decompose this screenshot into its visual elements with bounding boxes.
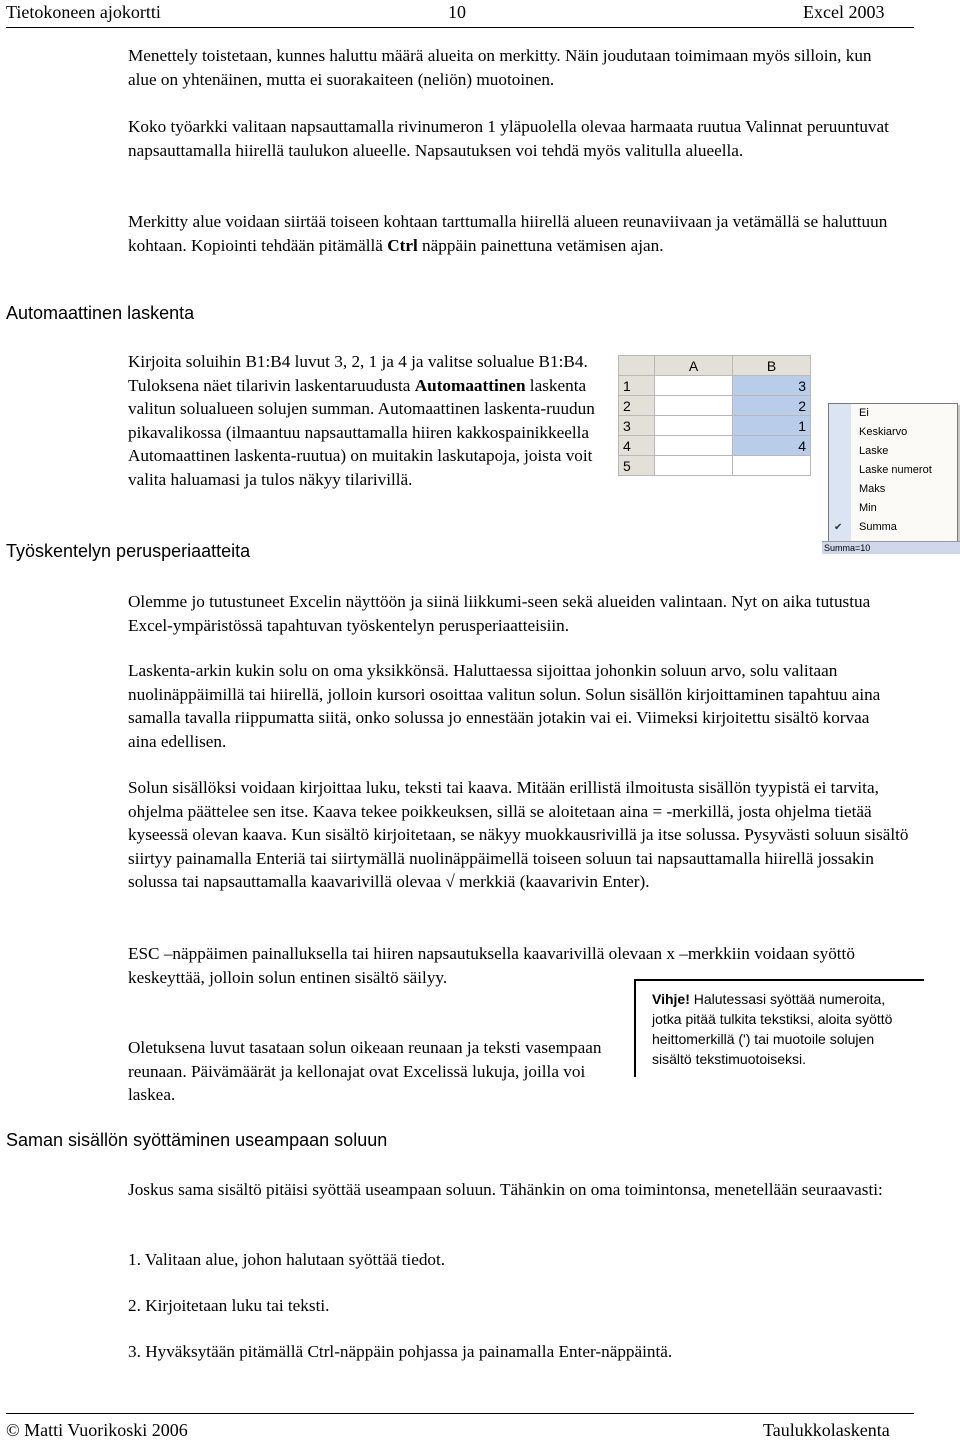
- menu-item-min[interactable]: Min: [859, 502, 877, 514]
- row-header[interactable]: 2: [619, 396, 655, 416]
- row-header[interactable]: 1: [619, 376, 655, 396]
- paragraph-4: Kirjoita soluihin B1:B4 luvut 3, 2, 1 ja 4 ja valitse solualue B1:B4. Tuloksena näet tilarivin laskentaruudusta Automaattinen laskenta valitun solualueen solujen summan. Automaattinen laskenta-ruudun pikavalikossa (ilmaantuu napsauttamalla hiiren kakkospainikkeella Automaattinen laskenta-ruutua) on muitakin laskutapoja, joista voit valita haluamasi ja tulos näkyy tilarivillä.: [128, 352, 595, 489]
- footer-left: © Matti Vuorikoski 2006: [6, 1420, 188, 1440]
- paragraph-2: Koko työarkki valitaan napsauttamalla rivinumeron 1 yläpuolella olevaa harmaata ruutua Valinnat peruuntuvat napsauttamalla hiirellä taulukon alueelle. Napsautuksen voi tehdä myös valitulla alueella.: [128, 117, 889, 160]
- menu-item-ei[interactable]: Ei: [859, 407, 869, 419]
- cell-selected[interactable]: 4: [733, 436, 811, 456]
- autocalc-context-menu: [828, 403, 958, 543]
- menu-item-summa[interactable]: ✔ Summa: [829, 518, 957, 537]
- header-left: Tietokoneen ajokortti: [6, 2, 161, 22]
- row-header[interactable]: 5: [619, 456, 655, 476]
- paragraph-8: ESC –näppäimen painalluksella tai hiiren napsautuksella kaavarivillä olevaan x –merkkiin voidaan syöttö keskeyttää, jolloin solun entinen sisältö säilyy.: [128, 944, 855, 987]
- step-1: 1. Valitaan alue, johon halutaan syöttää tiedot.: [128, 1250, 446, 1269]
- paragraph-5: Olemme jo tutustuneet Excelin näyttöön ja siinä liikkumi-seen sekä alueiden valintaan. Nyt on aika tutustua Excel-ympäristössä tapahtuvan työskentelyn perusperiaatteisiin.: [128, 592, 871, 635]
- tip-text: Halutessasi syöttää numeroita, jotka pitää tulkita tekstiksi, aloita syöttö heittomerkillä (') tai muotoile solujen sisältö tekstimuotoiseksi.: [652, 991, 893, 1067]
- heading-tyoskentelyn-perusperiaatteita: Työskentelyn perusperiaatteita: [6, 541, 251, 561]
- step-2: 2. Kirjoitetaan luku tai teksti.: [128, 1296, 330, 1315]
- footer-rule: [6, 1413, 914, 1414]
- tip-label: Vihje!: [652, 991, 690, 1007]
- status-bar-sum[interactable]: Summa=10: [822, 541, 960, 554]
- paragraph-10: Joskus sama sisältö pitäisi syöttää useampaan soluun. Tähänkin on oma toimintonsa, menetellään seuraavasti:: [128, 1180, 883, 1199]
- paragraph-7: Solun sisällöksi voidaan kirjoittaa luku, teksti tai kaava. Mitään erillistä ilmoitusta sisällön tyypistä ei tarvita, ohjelma päättelee sen itse. Kaava tekee poikkeuksen, sillä se aloitetaan aina = -merkillä, josta ohjelma tietää kyseessä olevan kaava. Kun sisältö kirjoitetaan, se näkyy muokkausrivillä ja itse solussa. Pysyvästi soluun sisältö siirtyy painamalla Enteriä tai siirtymällä nuolinäppäimellä toiseen soluun tai napsauttamalla hiirellä jossakin solussa tai napsauttamalla kaavarivillä olevaa √ merkkiä (kaavarivin Enter).: [128, 778, 909, 891]
- cell[interactable]: [655, 416, 733, 436]
- menu-item-laske[interactable]: Laske: [859, 445, 889, 457]
- footer-right: Taulukkolaskenta: [763, 1420, 890, 1440]
- heading-saman-sisallon: Saman sisällön syöttäminen useampaan soluun: [6, 1130, 388, 1150]
- row-header[interactable]: 4: [619, 436, 655, 456]
- step-3: 3. Hyväksytään pitämällä Ctrl-näppäin pohjassa ja painamalla Enter-näppäintä.: [128, 1342, 673, 1361]
- cell-selected[interactable]: 3: [733, 376, 811, 396]
- corner-cell[interactable]: [619, 356, 655, 376]
- paragraph-1: Menettely toistetaan, kunnes haluttu määrä alueita on merkitty. Näin joudutaan toimimaan myös silloin, kun alue on yhtenäinen, mutta ei suorakaiteen (neliön) muotoinen.: [128, 46, 872, 89]
- header-rule: [6, 27, 914, 28]
- cell[interactable]: [655, 396, 733, 416]
- tip-box: [634, 979, 924, 1077]
- menu-item-maks[interactable]: Maks: [859, 483, 886, 495]
- menu-item-laske-numerot[interactable]: Laske numerot: [859, 464, 932, 476]
- cell-selected[interactable]: 2: [733, 396, 811, 416]
- cell[interactable]: [655, 456, 733, 476]
- excel-screenshot: [618, 355, 958, 555]
- cell-selected[interactable]: 1: [733, 416, 811, 436]
- cell[interactable]: [733, 456, 811, 476]
- row-header[interactable]: 3: [619, 416, 655, 436]
- excel-grid: [618, 355, 811, 476]
- page-number: 10: [448, 2, 466, 22]
- paragraph-6: Laskenta-arkin kukin solu on oma yksikkönsä. Haluttaessa sijoittaa johonkin soluun arvo, solu valitaan nuolinäppäimillä tai hiirellä, jolloin kursori osoittaa valitun solun. Solun sisällön kirjoittaminen tapahtuu aina samalla tavalla riippumatta siitä, onko solussa jo ennestään jotakin vai ei. Viimeksi kirjoitettu sisältö korvaa aina edellisen.: [128, 661, 881, 751]
- column-header-b[interactable]: B: [733, 356, 811, 376]
- heading-automaattinen-laskenta: Automaattinen laskenta: [6, 303, 195, 323]
- header-right: Excel 2003: [803, 2, 885, 22]
- cell[interactable]: [655, 436, 733, 456]
- paragraph-9: Oletuksena luvut tasataan solun oikeaan reunaan ja teksti vasempaan reunaan. Päivämäärät ja kellonajat ovat Excelissä lukuja, joilla voi laskea.: [128, 1038, 602, 1104]
- column-header-a[interactable]: A: [655, 356, 733, 376]
- paragraph-3: Merkitty alue voidaan siirtää toiseen kohtaan tarttumalla hiirellä alueen reunaviivaan ja vetämällä se haluttuun kohtaan. Kopiointi tehdään pitämällä Ctrl näppäin painettuna vetämisen ajan.: [128, 212, 888, 255]
- cell[interactable]: [655, 376, 733, 396]
- menu-item-keskiarvo[interactable]: Keskiarvo: [859, 426, 908, 438]
